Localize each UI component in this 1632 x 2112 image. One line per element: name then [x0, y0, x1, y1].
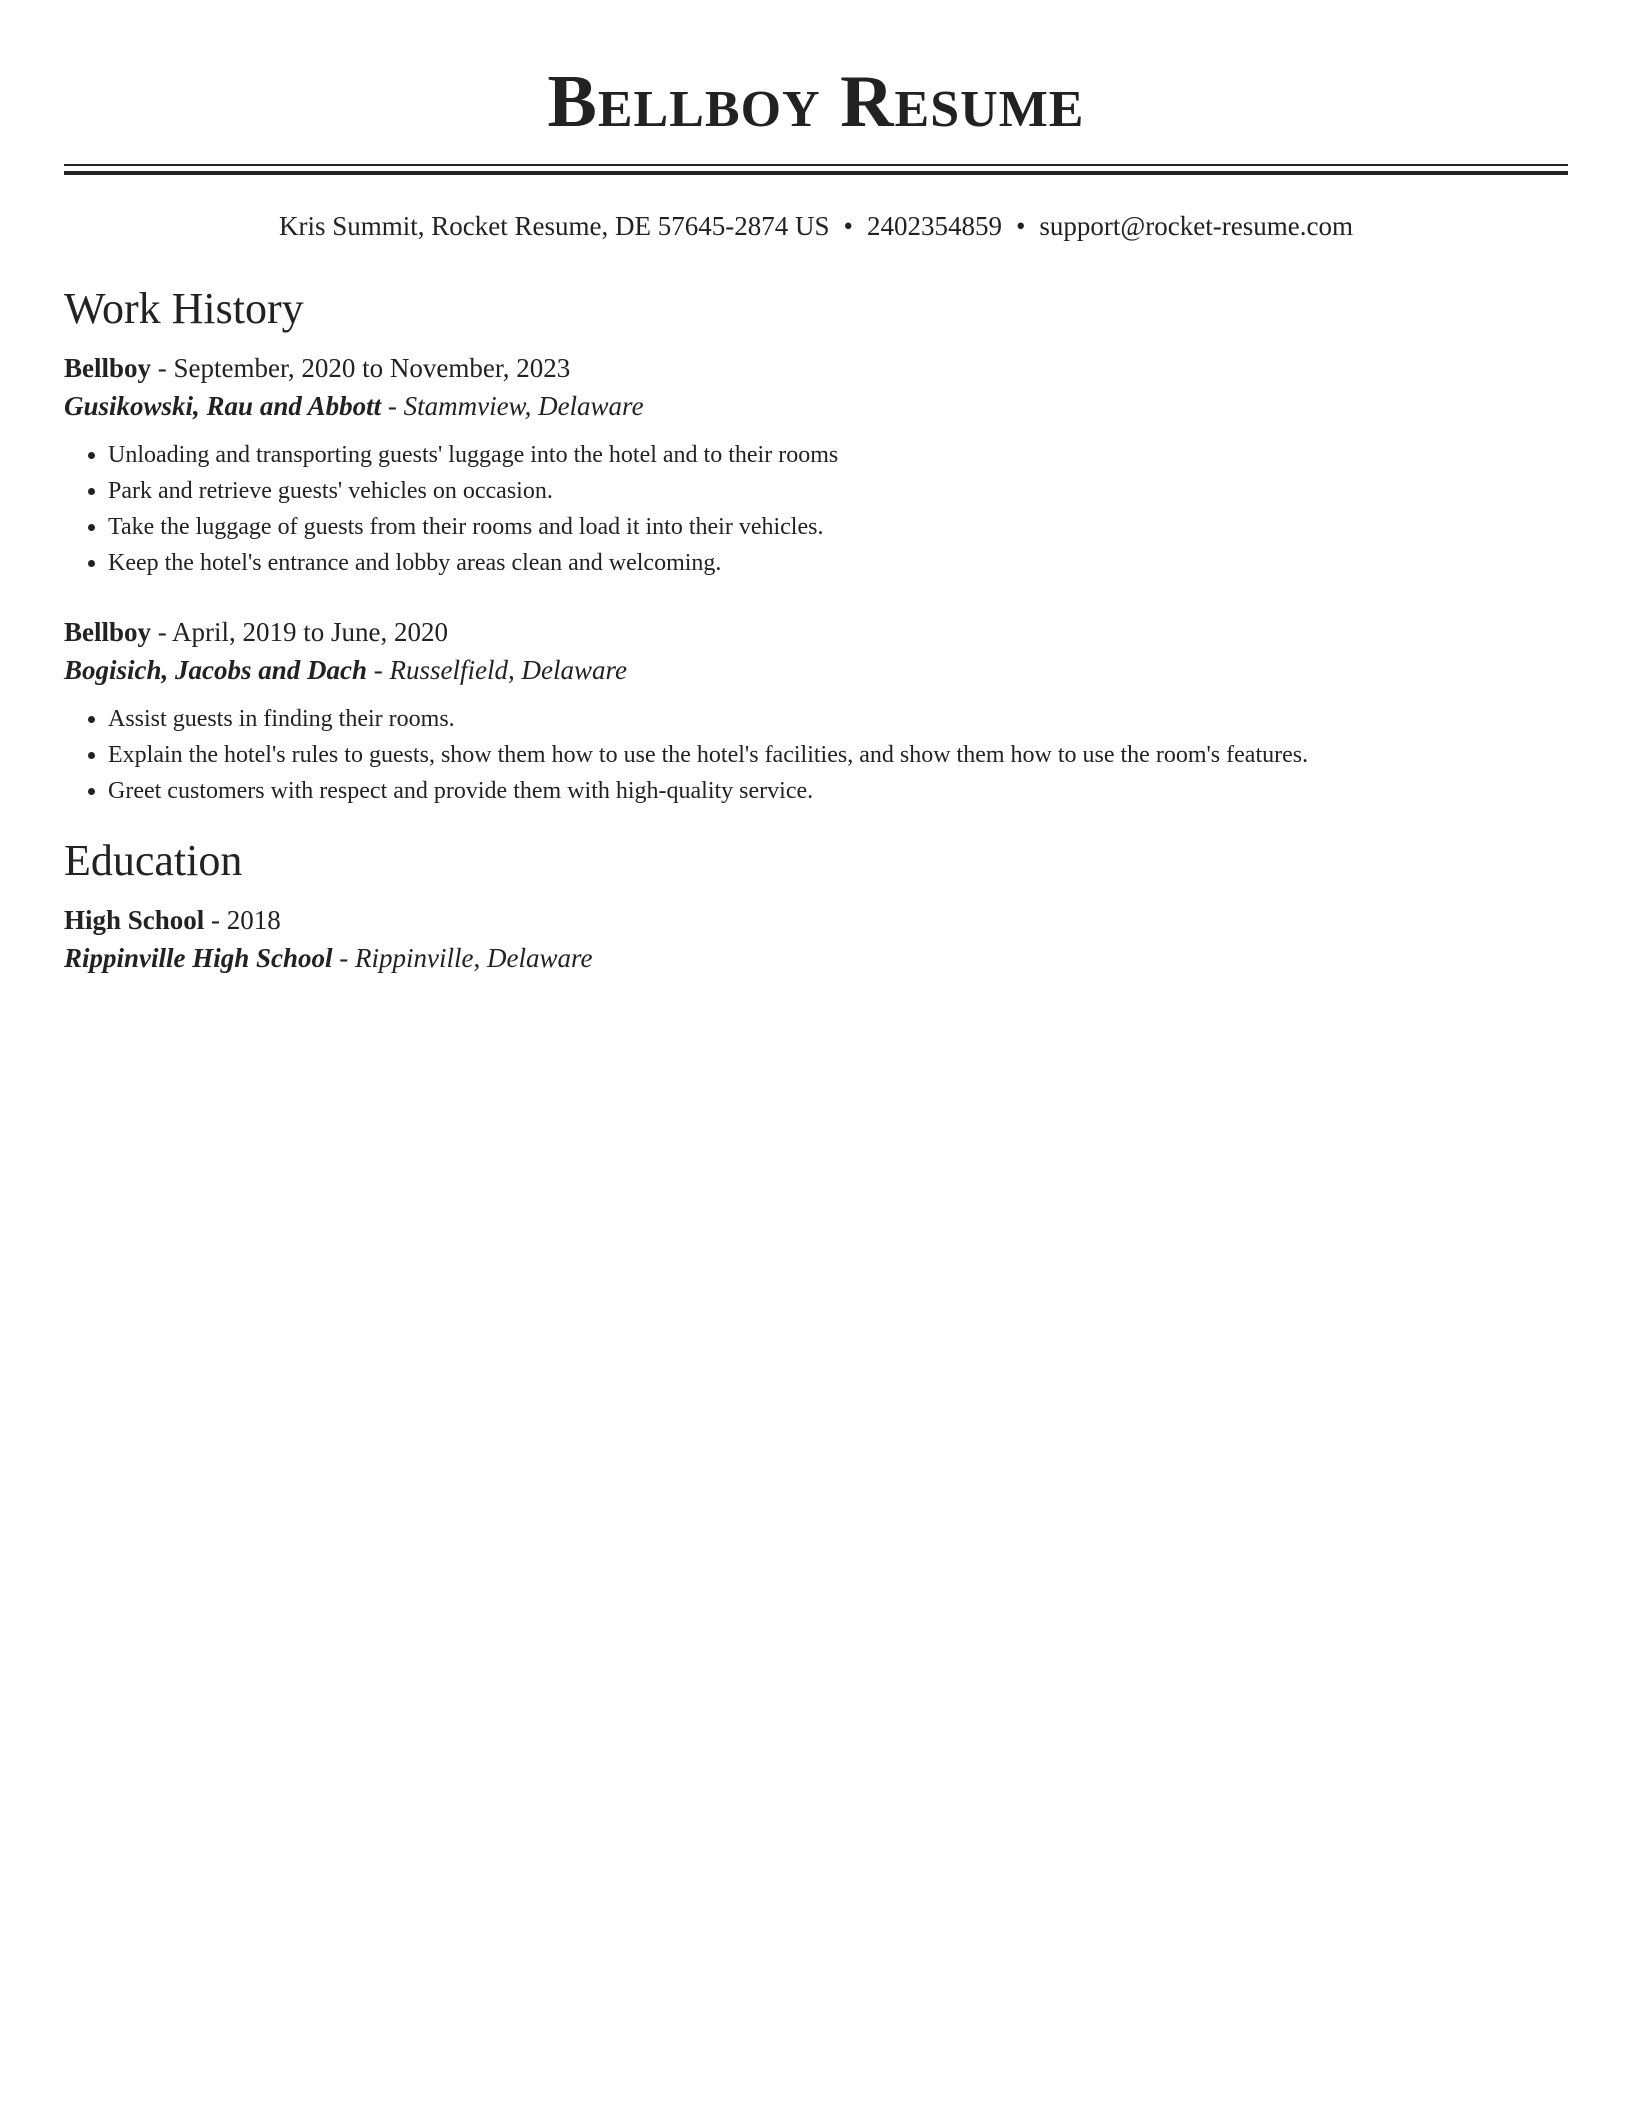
contact-separator: •	[1015, 211, 1026, 241]
duty-item: • Assist guests in finding their rooms.	[108, 701, 1568, 737]
contact-address: Kris Summit, Rocket Resume, DE 57645-2874 US	[279, 211, 830, 241]
education-entry	[64, 901, 1568, 977]
contact-phone: 2402354859	[866, 211, 1002, 241]
duty-item: • Explain the hotel's rules to guests, show them how to use the hotel's facilities, and show them how to use the room's features.	[108, 737, 1568, 773]
resume-title: Bellboy Resume	[547, 61, 1085, 143]
employer-name: Bogisich, Jacobs and Dach	[64, 655, 368, 685]
degree-line: High School - 2018	[64, 905, 281, 935]
job-title-line: Bellboy - April, 2019 to June, 2020	[64, 617, 449, 647]
job-dates: September, 2020 to November, 2023	[173, 353, 571, 383]
school-name: Rippinville High School	[64, 943, 333, 973]
duty-item: • Greet customers with respect and provide them with high-quality service.	[108, 773, 1568, 809]
job-dates: April, 2019 to June, 2020	[172, 617, 449, 647]
employer-name: Gusikowski, Rau and Abbott	[64, 391, 382, 421]
duty-item: • Keep the hotel's entrance and lobby areas clean and welcoming.	[108, 545, 1568, 581]
duty-item: • Take the luggage of guests from their rooms and load it into their vehicles.	[108, 509, 1568, 545]
graduation-year: 2018	[226, 905, 281, 935]
job-entry	[64, 613, 1568, 809]
job-title: Bellboy	[64, 617, 152, 647]
duty-list	[64, 701, 1568, 809]
employer-location: Stammview, Delaware	[403, 391, 644, 421]
employer-line: Gusikowski, Rau and Abbott - Stammview, Delaware	[64, 391, 644, 421]
employer-location: Russelfield, Delaware	[389, 655, 627, 685]
school-line: Rippinville High School - Rippinville, Delaware	[64, 943, 593, 973]
employer-line: Bogisich, Jacobs and Dach - Russelfield, Delaware	[64, 655, 627, 685]
job-title: Bellboy	[64, 353, 152, 383]
title-divider	[64, 164, 1568, 175]
degree-name: High School	[64, 905, 205, 935]
duty-item: • Park and retrieve guests' vehicles on occasion.	[108, 473, 1568, 509]
contact-line	[64, 209, 1568, 243]
duty-list	[64, 437, 1568, 581]
job-title-line: Bellboy - September, 2020 to November, 2023	[64, 353, 571, 383]
job-entry	[64, 349, 1568, 581]
work-history-heading: Work History	[64, 284, 304, 333]
contact-email: support@rocket-resume.com	[1039, 211, 1353, 241]
school-location: Rippinville, Delaware	[355, 943, 593, 973]
contact-separator: •	[843, 211, 853, 241]
duty-item: • Unloading and transporting guests' luggage into the hotel and to their rooms	[108, 437, 1568, 473]
education-heading: Education	[64, 836, 243, 885]
